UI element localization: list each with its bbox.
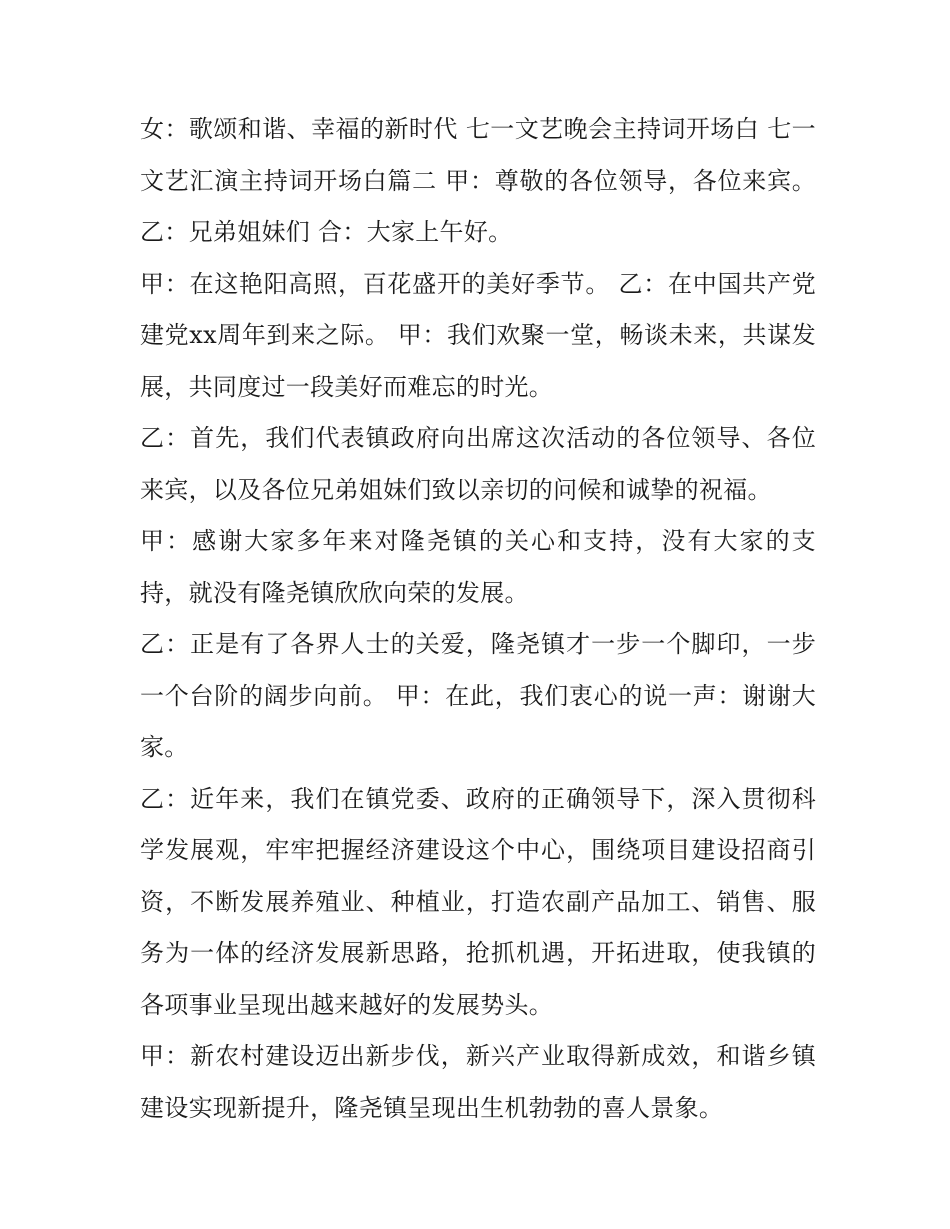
document-body: [140, 104, 816, 1134]
paragraph-4: 甲：感谢大家多年来对隆尧镇的关心和支持，没有大家的支持，就没有隆尧镇欣欣向荣的发展。: [140, 527, 816, 607]
paragraph-7: 甲：新农村建设迈出新步伐，新兴产业取得新成效，和谐乡镇建设实现新提升，隆尧镇呈现出生机勃勃的喜人景象。: [140, 1042, 816, 1122]
paragraph-2: 甲：在这艳阳高照，百花盛开的美好季节。 乙：在中国共产党建党xx周年到来之际。 甲：我们欢聚一堂，畅谈未来，共谋发展，共同度过一段美好而难忘的时光。: [140, 269, 816, 401]
paragraph-1: 女：歌颂和谐、幸福的新时代 七一文艺晚会主持词开场白 七一文艺汇演主持词开场白篇二 甲：尊敬的各位领导，各位来宾。 乙：兄弟姐妹们 合：大家上午好。: [140, 115, 816, 246]
paragraph-6: 乙：近年来，我们在镇党委、政府的正确领导下，深入贯彻科学发展观，牢牢把握经济建设这个中心，围绕项目建设招商引资，不断发展养殖业、种植业，打造农副产品加工、销售、服务为一体的经济发展新思路，抢抓机遇，开拓进取，使我镇的各项事业呈现出越来越好的发展势头。: [140, 784, 816, 1019]
paragraph-5: 乙：正是有了各界人士的关爱，隆尧镇才一步一个脚印，一步一个台阶的阔步向前。 甲：在此，我们衷心的说一声：谢谢大家。: [140, 630, 816, 761]
paragraph-3: 乙：首先，我们代表镇政府向出席这次活动的各位领导、各位来宾，以及各位兄弟姐妹们致以亲切的问候和诚挚的祝福。: [140, 424, 816, 504]
